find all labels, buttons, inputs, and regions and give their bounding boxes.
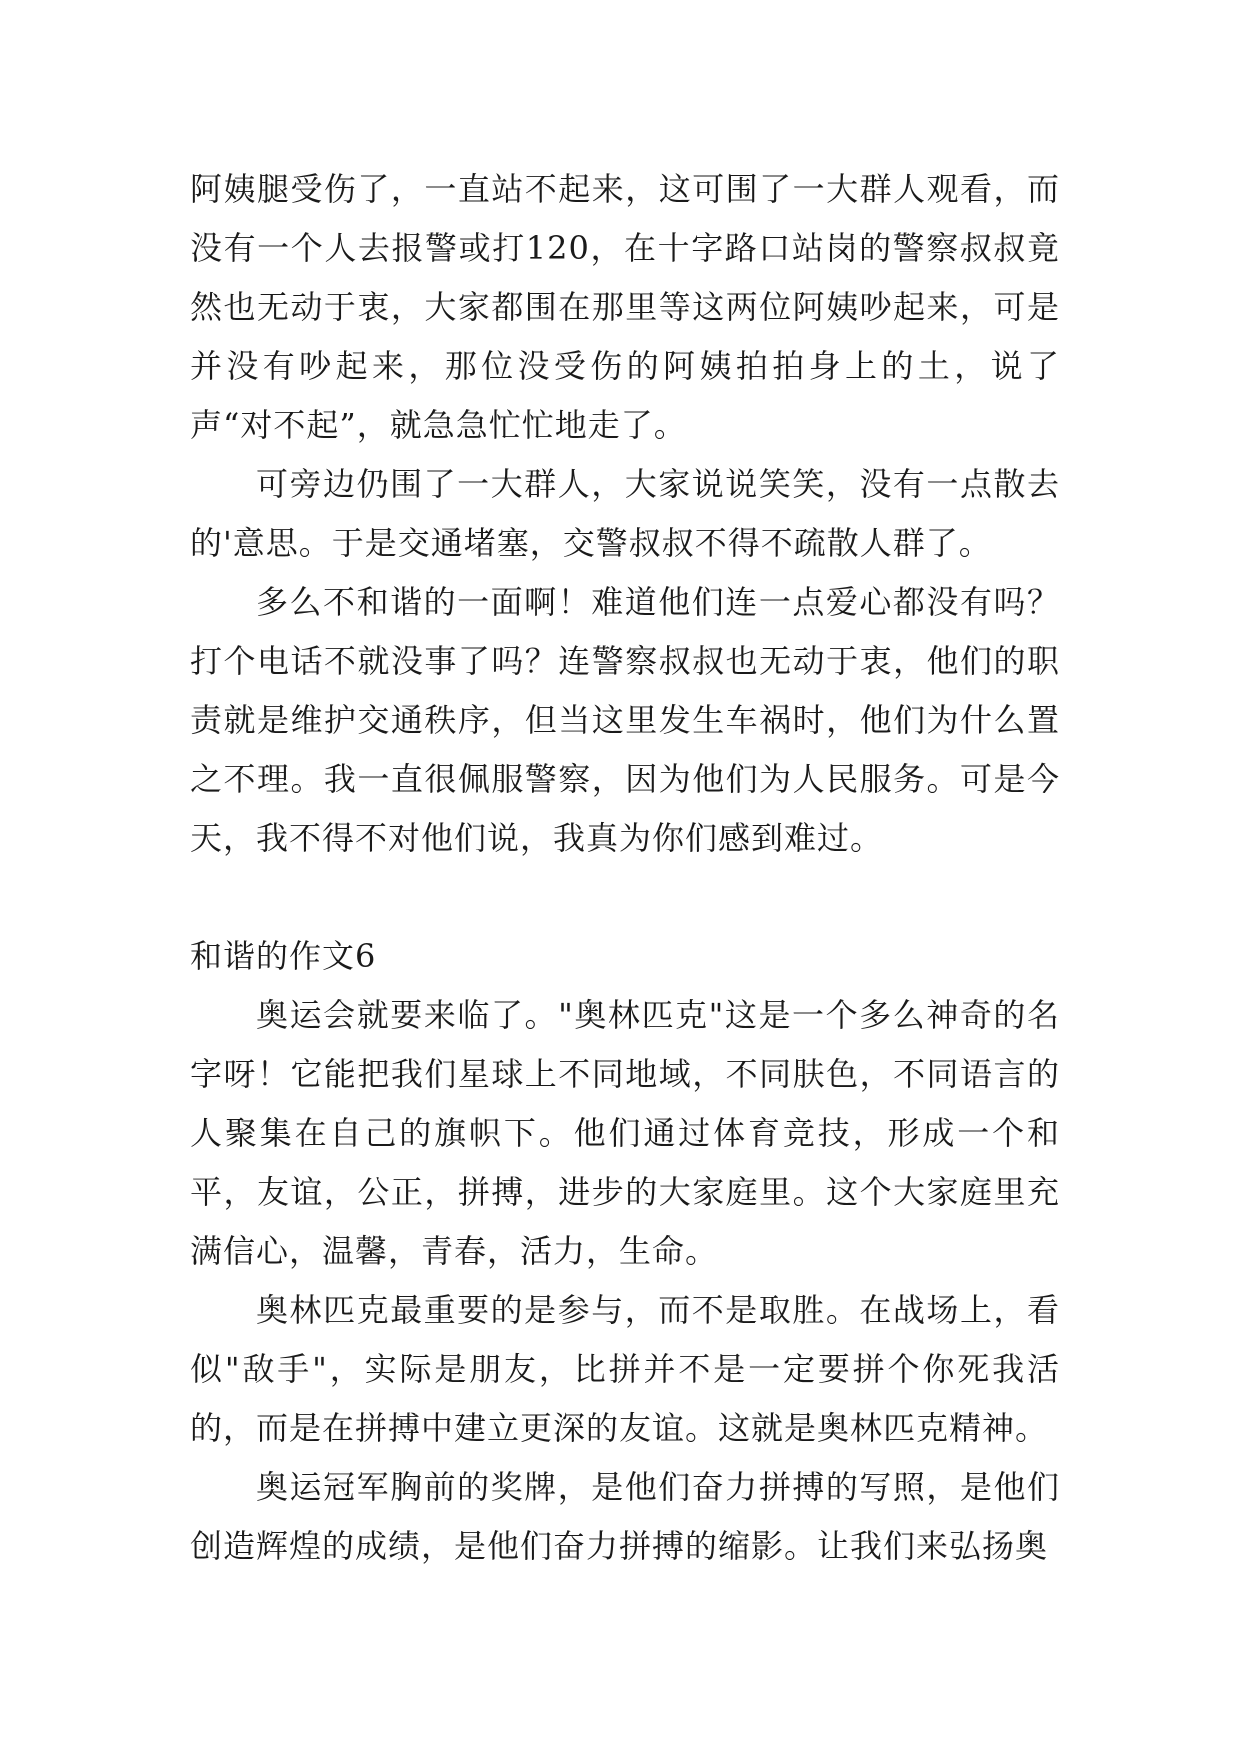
document-body: [190, 160, 1060, 1576]
paragraph-5: 奥林匹克最重要的是参与，而不是取胜。在战场上，看似"敌手"，实际是朋友，比拼并不是一定要拼个你死我活的，而是在拼搏中建立更深的友谊。这就是奥林匹克精神。: [190, 1291, 1060, 1447]
paragraph-6: 奥运冠军胸前的奖牌，是他们奋力拼搏的写照，是他们创造辉煌的成绩，是他们奋力拼搏的缩影。让我们来弘扬奥: [190, 1468, 1060, 1565]
paragraph-2: 可旁边仍围了一大群人，大家说说笑笑，没有一点散去的'意思。于是交通堵塞，交警叔叔不得不疏散人群了。: [190, 465, 1060, 562]
section-gap: [190, 868, 1060, 927]
section-title: 和谐的作文6: [190, 937, 377, 975]
paragraph-1: 阿姨腿受伤了，一直站不起来，这可围了一大群人观看，而没有一个人去报警或打120，在十字路口站岗的警察叔叔竟然也无动于衷，大家都围在那里等这两位阿姨吵起来，可是并没有吵起来，那位没受伤的阿姨拍拍身上的土，说了声“对不起”，就急急忙忙地走了。: [190, 170, 1060, 444]
paragraph-3: 多么不和谐的一面啊！难道他们连一点爱心都没有吗？打个电话不就没事了吗？连警察叔叔也无动于衷，他们的职责就是维护交通秩序，但当这里发生车祸时，他们为什么置之不理。我一直很佩服警察，因为他们为人民服务。可是今天，我不得不对他们说，我真为你们感到难过。: [190, 583, 1060, 857]
paragraph-4: 奥运会就要来临了。"奥林匹克"这是一个多么神奇的名字呀！它能把我们星球上不同地域，不同肤色，不同语言的人聚集在自己的旗帜下。他们通过体育竞技，形成一个和平，友谊，公正，拼搏，进步的大家庭里。这个大家庭里充满信心，温馨，青春，活力，生命。: [190, 996, 1060, 1270]
